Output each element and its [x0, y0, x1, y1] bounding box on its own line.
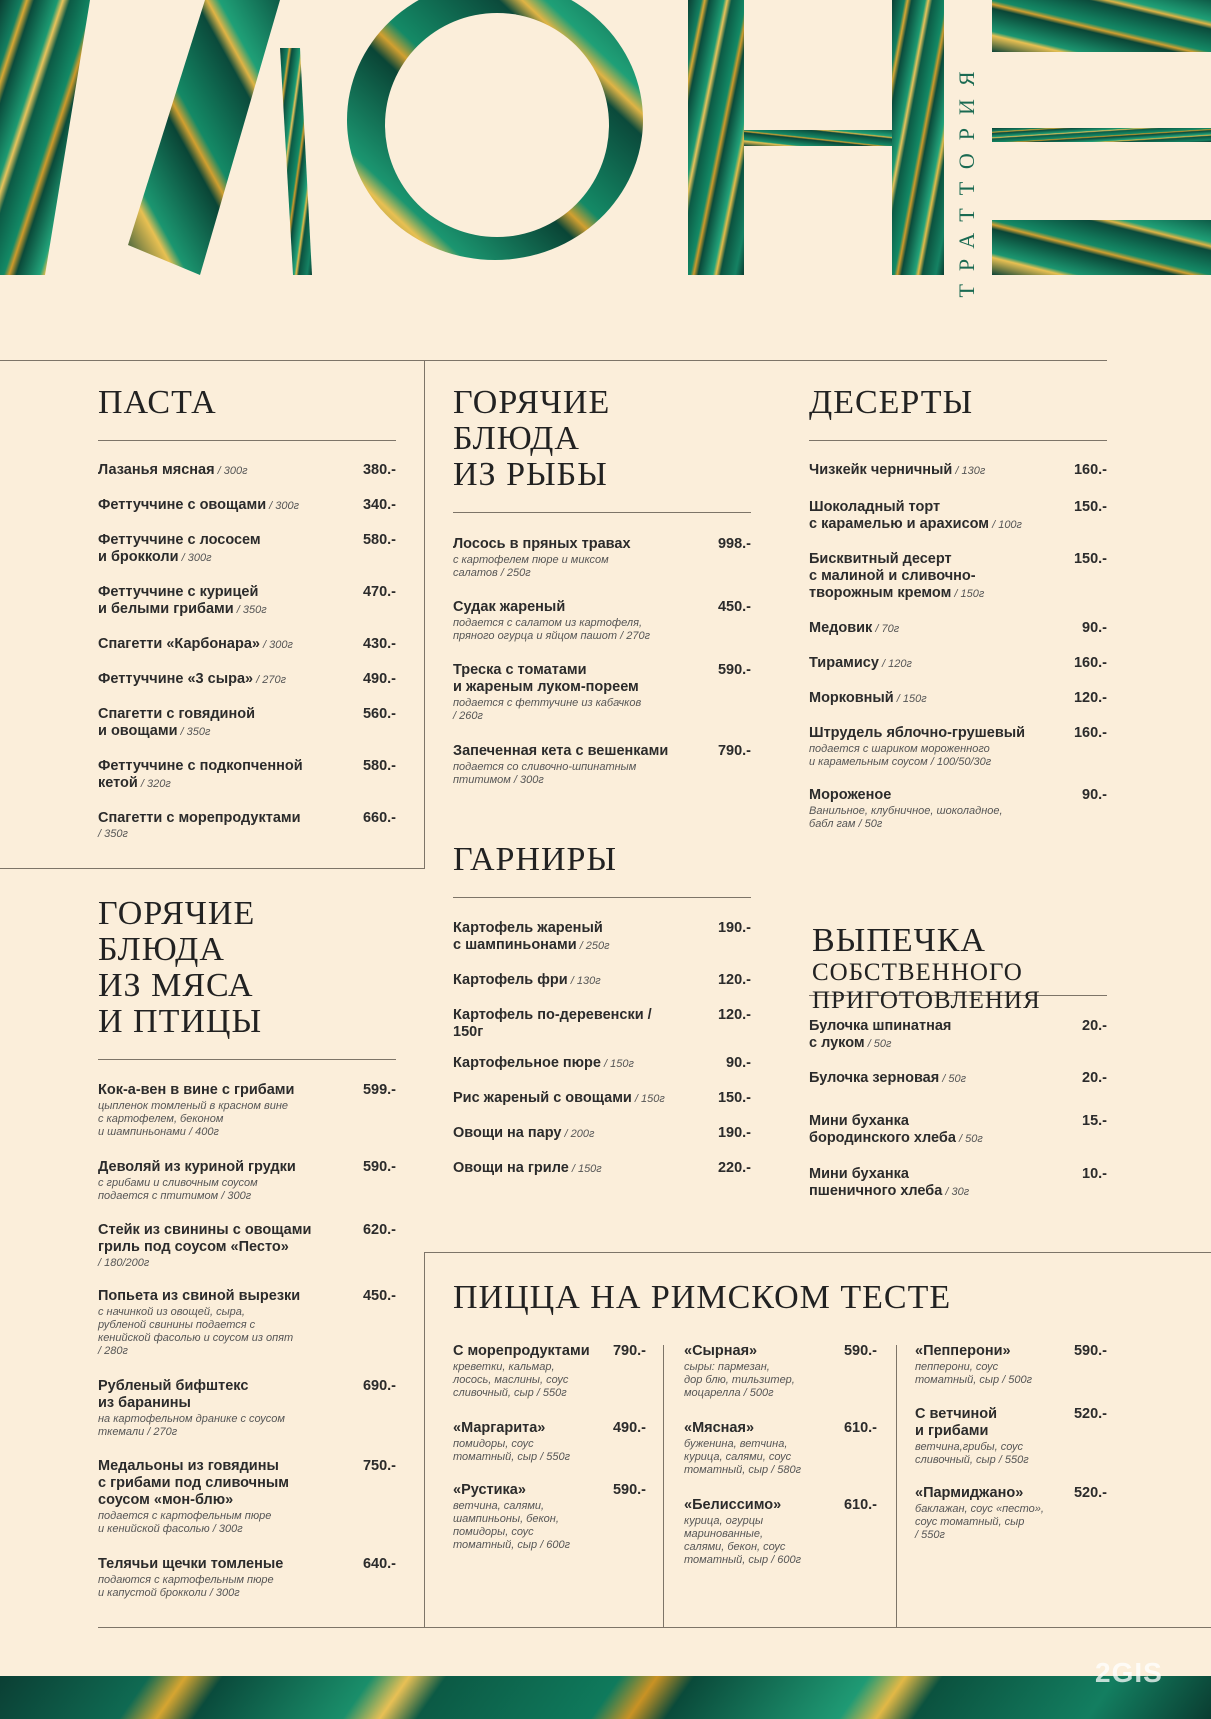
- menu-item-name-text: Феттуччине «3 сыра»: [98, 671, 254, 687]
- brand-logo-letters: [0, 0, 1211, 275]
- menu-item-name-text: Феттуччине с подкопченной кетой: [98, 758, 303, 791]
- menu-item-price: 15.-: [1082, 1113, 1107, 1129]
- menu-item: [915, 1406, 1107, 1467]
- menu-item: [453, 972, 751, 990]
- menu-item: [809, 690, 1107, 708]
- menu-item-name-text: Булочка зерновая: [809, 1070, 940, 1086]
- menu-item-price: 640.-: [362, 1556, 396, 1572]
- menu-item-name-text: «Белиссимо»: [684, 1497, 782, 1513]
- menu-item-price: 450.-: [362, 1288, 396, 1304]
- menu-item-price: 20.-: [1082, 1018, 1107, 1034]
- menu-item-price: 750.-: [362, 1458, 396, 1474]
- menu-item-name-text: Картофель по-деревенски / 150г: [453, 1007, 652, 1040]
- menu-item: [98, 1556, 396, 1600]
- menu-item: [98, 758, 396, 793]
- menu-item-name-text: Штрудель яблочно-грушевый: [809, 725, 1026, 741]
- menu-item-name: [809, 462, 1107, 480]
- menu-item-name: [453, 743, 751, 760]
- menu-item-price: 580.-: [362, 758, 396, 774]
- menu-item-price: 610.-: [843, 1420, 877, 1436]
- menu-item: [809, 462, 1107, 480]
- menu-item-name-text: Овощи на пару: [453, 1125, 562, 1141]
- menu-item-name-text: Чизкейк черничный: [809, 462, 953, 478]
- menu-item-name: [809, 620, 1107, 638]
- menu-item: [453, 743, 751, 787]
- divider: [424, 360, 425, 868]
- menu-item-price: 590.-: [612, 1482, 646, 1498]
- menu-item: [98, 810, 396, 841]
- menu-item-weight: / 270г: [253, 674, 287, 686]
- menu-item-name: [453, 1125, 751, 1143]
- menu-item-weight: / 150г: [893, 693, 927, 705]
- menu-item-weight: / 320г: [137, 778, 171, 790]
- menu-item: [453, 662, 751, 723]
- menu-item: [98, 462, 396, 480]
- menu-item-price: 490.-: [612, 1420, 646, 1436]
- menu-item-weight: / 70г: [872, 623, 900, 635]
- menu-item: [453, 1482, 646, 1552]
- menu-item-weight: / 350г: [233, 604, 267, 616]
- menu-item-name-text: Тирамису: [809, 655, 879, 671]
- menu-item-price: 190.-: [717, 920, 751, 936]
- menu-item-weight: / 50г: [955, 1133, 983, 1145]
- menu-item-name-text: Овощи на гриле: [453, 1160, 569, 1176]
- menu-item-price: 160.-: [1073, 725, 1107, 741]
- menu-item-name-text: «Рустика»: [453, 1482, 526, 1498]
- menu-item-price: 160.-: [1073, 655, 1107, 671]
- divider: [0, 360, 1107, 361]
- menu-item-price: 150.-: [1073, 551, 1107, 567]
- menu-item-name-text: «Пармиджано»: [915, 1485, 1024, 1501]
- menu-item: [453, 1343, 646, 1400]
- divider: [663, 1345, 664, 1627]
- menu-item-name: [809, 690, 1107, 708]
- menu-item: [809, 725, 1107, 769]
- menu-item-name: [98, 462, 396, 480]
- section-title-desserts: ДЕСЕРТЫ: [809, 384, 974, 421]
- menu-item-price: 590.-: [717, 662, 751, 678]
- menu-item-weight: / 300г: [178, 552, 212, 564]
- menu-item-weight: / 150г: [600, 1058, 634, 1070]
- menu-item-weight: / 120г: [878, 658, 912, 670]
- menu-item: [98, 1222, 396, 1270]
- menu-item-name: [809, 1166, 1107, 1201]
- menu-item-name-text: «Мясная»: [684, 1420, 755, 1436]
- menu-item-description: с грибами и сливочным соусом подается с птитимом / 300г: [98, 1177, 258, 1202]
- menu-item-name-text: Мороженое: [809, 787, 892, 803]
- menu-item-weight: / 300г: [214, 465, 248, 477]
- menu-item-name: [809, 787, 1107, 804]
- menu-item: [453, 536, 751, 580]
- menu-item: [453, 1090, 751, 1108]
- menu-item-price: 90.-: [726, 1055, 751, 1071]
- menu-item-name-text: Лазанья мясная: [98, 462, 215, 478]
- menu-item-description: баклажан, соус «песто», соус томатный, сыр / 550г: [915, 1503, 1044, 1541]
- menu-item-description: курица, огурцы маринованные, салями, бекон, соус томатный, сыр / 600г: [684, 1515, 802, 1566]
- menu-item-price: 660.-: [362, 810, 396, 826]
- menu-item-name-text: Стейк из свинины с овощами гриль под соусом «Песто»: [98, 1222, 312, 1255]
- menu-item: [684, 1497, 877, 1567]
- bakery-title-main: ВЫПЕЧКА: [812, 922, 986, 959]
- menu-item-description: подаются с картофельным пюре и капустой брокколи / 300г: [98, 1574, 274, 1599]
- menu-item-price: 998.-: [717, 536, 751, 552]
- section-underline: [453, 897, 751, 898]
- menu-item-description: ветчина, салями, шампиньоны, бекон, помидоры, соус томатный, сыр / 600г: [453, 1500, 571, 1551]
- divider: [424, 1252, 1211, 1253]
- menu-item: [98, 636, 396, 654]
- divider: [98, 1627, 1211, 1628]
- menu-item-name: [98, 584, 396, 619]
- menu-item-description: буженина, ветчина, курица, салями, соус томатный, сыр / 580г: [684, 1438, 802, 1476]
- section-underline: [98, 440, 396, 441]
- menu-item-weight: / 300г: [260, 639, 293, 651]
- menu-item-name: [453, 972, 751, 990]
- menu-item-name-text: Феттуччине с лососем и брокколи: [98, 532, 261, 565]
- menu-item-name: [453, 599, 751, 616]
- menu-item-price: 20.-: [1082, 1070, 1107, 1086]
- menu-item-price: 90.-: [1082, 787, 1107, 803]
- menu-item: [809, 655, 1107, 673]
- menu-item-name-text: Феттуччине с овощами: [98, 497, 267, 513]
- menu-item: [809, 1018, 1107, 1053]
- menu-item-name-text: С морепродуктами: [453, 1343, 590, 1359]
- bakery-title-sub: СОБСТВЕННОГО ПРИГОТОВЛЕНИЯ: [812, 959, 1041, 1014]
- menu-item-name-text: Спагетти с морепродуктами: [98, 810, 301, 826]
- menu-item-description: с начинкой из овощей, сыра, рубленой свинины подается с кенийской фасолью и соусом из опят / 280г: [98, 1306, 294, 1357]
- menu-item-price: 160.-: [1073, 462, 1107, 478]
- menu-item-description: / 350г: [98, 828, 128, 840]
- menu-item-description: сыры: пармезан, дор блю, тильзитер, моцарелла / 500г: [684, 1361, 795, 1399]
- menu-item-name-text: «Сырная»: [684, 1343, 758, 1359]
- menu-item-name: [98, 1082, 396, 1099]
- menu-item-name: [453, 1055, 751, 1073]
- menu-item-weight: / 50г: [939, 1073, 967, 1085]
- menu-item-description: помидоры, соус томатный, сыр / 550г: [453, 1438, 571, 1463]
- menu-item-description: Ванильное, клубничное, шоколадное, бабл гам / 50г: [809, 805, 1003, 830]
- menu-item-name: [98, 1378, 396, 1412]
- menu-item-name: [453, 1007, 751, 1041]
- menu-item-description: подается с шариком мороженного и карамельным соусом / 100/50/30г: [809, 743, 992, 768]
- menu-item-description: подается с салатом из картофеля, пряного огурца и яйцом пашот / 270г: [453, 617, 651, 642]
- menu-item-price: 520.-: [1073, 1485, 1107, 1501]
- menu-item-price: 120.-: [1073, 690, 1107, 706]
- menu-item-name: [98, 636, 396, 654]
- menu-item-name: [809, 499, 1107, 534]
- menu-item-name: [453, 1160, 751, 1178]
- menu-item: [915, 1485, 1107, 1542]
- menu-item: [98, 584, 396, 619]
- menu-item-name-text: Деволяй из куриной грудки: [98, 1159, 296, 1175]
- menu-item-name: [453, 920, 751, 955]
- menu-item: [453, 1125, 751, 1143]
- section-title-garnish: ГАРНИРЫ: [453, 841, 618, 878]
- footer-banner: [0, 1676, 1211, 1719]
- menu-item-name-text: Шоколадный торт с карамелью и арахисом: [809, 499, 990, 532]
- menu-item-name-text: С ветчиной и грибами: [915, 1406, 998, 1439]
- menu-item: [453, 599, 751, 643]
- menu-item-name: [98, 706, 396, 741]
- menu-item-price: 610.-: [843, 1497, 877, 1513]
- menu-item-price: 220.-: [717, 1160, 751, 1176]
- header-banner: [0, 0, 1211, 275]
- section-title-pizza: ПИЦЦА НА РИМСКОМ ТЕСТЕ: [453, 1279, 952, 1316]
- menu-item-name-text: Мини буханка пшеничного хлеба: [809, 1166, 943, 1199]
- menu-item-price: 520.-: [1073, 1406, 1107, 1422]
- menu-item-price: 190.-: [717, 1125, 751, 1141]
- menu-item-price: 430.-: [362, 636, 396, 652]
- menu-item-name: [98, 671, 396, 689]
- menu-item-name-text: Мини буханка бородинского хлеба: [809, 1113, 956, 1146]
- menu-item-name-text: Булочка шпинатная с луком: [809, 1018, 952, 1051]
- divider: [424, 1252, 425, 1628]
- menu-item-name: [809, 1113, 1107, 1148]
- menu-item-price: 450.-: [717, 599, 751, 615]
- menu-item-description: подается с феттучине из кабачков / 260г: [453, 697, 642, 722]
- menu-item-name-text: Рис жареный с овощами: [453, 1090, 632, 1106]
- menu-item-price: 120.-: [717, 1007, 751, 1023]
- menu-item: [809, 551, 1107, 603]
- menu-item-name: [809, 1070, 1107, 1088]
- menu-item-description: ветчина,грибы, соус сливочный, сыр / 550г: [915, 1441, 1029, 1466]
- menu-item-name: [98, 532, 396, 567]
- menu-item-name-text: Медовик: [809, 620, 873, 636]
- menu-item-price: 590.-: [362, 1159, 396, 1175]
- menu-item-description: подается со сливочно-шпинатным птитимом / 300г: [453, 761, 637, 786]
- menu-item-description: цыпленок томленый в красном вине с картофелем, беконом и шампиньонами / 400г: [98, 1100, 289, 1138]
- section-underline: [98, 1059, 396, 1060]
- menu-item: [453, 1160, 751, 1178]
- menu-item-description: / 180/200г: [98, 1257, 150, 1269]
- menu-item-description: пепперони, соус томатный, сыр / 500г: [915, 1361, 1033, 1386]
- menu-item-weight: / 130г: [567, 975, 601, 987]
- brand-subtitle: ТРАТТОРИЯ: [954, 58, 979, 298]
- menu-item: [453, 1007, 751, 1041]
- menu-item-name-text: Кок-а-вен в вине с грибами: [98, 1082, 295, 1098]
- menu-item-weight: / 150г: [631, 1093, 665, 1105]
- menu-item-weight: / 250г: [576, 940, 610, 952]
- menu-item-price: 620.-: [362, 1222, 396, 1238]
- menu-item-price: 340.-: [362, 497, 396, 513]
- menu-item-name: [453, 536, 751, 553]
- menu-item-name-text: Бисквитный десерт с малиной и сливочно- творожным кремом: [809, 551, 976, 601]
- menu-item-description: подается с картофельным пюре и кенийской фасолью / 300г: [98, 1510, 272, 1535]
- menu-item-name-text: Картофель фри: [453, 972, 568, 988]
- menu-item-weight: / 300г: [266, 500, 300, 512]
- menu-item-name: [98, 758, 396, 793]
- menu-item-name: [98, 810, 396, 827]
- menu-item-weight: / 350г: [177, 726, 211, 738]
- menu-item-weight: / 150г: [568, 1163, 602, 1175]
- menu-item: [915, 1343, 1107, 1387]
- menu-item-description: на картофельном дранике с соусом ткемали / 270г: [98, 1413, 285, 1438]
- section-title-pasta: ПАСТА: [98, 384, 217, 421]
- menu-item-name: [98, 1288, 396, 1305]
- menu-item: [98, 671, 396, 689]
- menu-item-name: [98, 1159, 396, 1176]
- menu-item-price: 790.-: [717, 743, 751, 759]
- menu-item: [453, 920, 751, 955]
- menu-item-name-text: Рубленый бифштекс из баранины: [98, 1378, 249, 1411]
- menu-item-price: 470.-: [362, 584, 396, 600]
- menu-item-price: 790.-: [612, 1343, 646, 1359]
- menu-item-price: 599.-: [362, 1082, 396, 1098]
- menu-item-name: [98, 1556, 396, 1573]
- menu-item-price: 560.-: [362, 706, 396, 722]
- section-underline: [809, 440, 1107, 441]
- menu-item-price: 120.-: [717, 972, 751, 988]
- menu-item: [684, 1420, 877, 1477]
- menu-item-name-text: Телячьи щечки томленые: [98, 1556, 284, 1572]
- section-underline: [453, 512, 751, 513]
- menu-item: [809, 787, 1107, 831]
- menu-item-weight: / 100г: [989, 519, 1022, 531]
- divider: [896, 1345, 897, 1627]
- menu-item-price: 150.-: [717, 1090, 751, 1106]
- menu-item-name-text: Спагетти «Карбонара»: [98, 636, 260, 652]
- menu-item-price: 90.-: [1082, 620, 1107, 636]
- menu-item-price: 490.-: [362, 671, 396, 687]
- menu-item-name-text: Морковный: [809, 690, 894, 706]
- menu-item: [809, 620, 1107, 638]
- menu-item-name-text: Медальоны из говядины с грибами под сливочным соусом «мон-блю»: [98, 1458, 289, 1508]
- menu-item: [98, 1159, 396, 1203]
- menu-item-name-text: Картофельное пюре: [453, 1055, 601, 1071]
- menu-item-price: 150.-: [1073, 499, 1107, 515]
- menu-item: [809, 1070, 1107, 1088]
- menu-item-name-text: Треска с томатами и жареным луком-пореем: [453, 662, 639, 695]
- menu-item-name-text: Лосось в пряных травах: [453, 536, 631, 552]
- menu-item-weight: / 200г: [561, 1128, 595, 1140]
- menu-item-name: [98, 497, 396, 515]
- section-title-fish: ГОРЯЧИЕ БЛЮДА ИЗ РЫБЫ: [453, 384, 611, 493]
- menu-item-weight: / 130г: [952, 465, 986, 477]
- menu-item-weight: / 30г: [942, 1186, 970, 1198]
- menu-item-name: [809, 655, 1107, 673]
- menu-item: [809, 1166, 1107, 1201]
- menu-item: [453, 1420, 646, 1464]
- section-title-meat: ГОРЯЧИЕ БЛЮДА ИЗ МЯСА И ПТИЦЫ: [98, 895, 263, 1040]
- menu-item: [98, 1378, 396, 1439]
- menu-item-weight: / 50г: [864, 1038, 892, 1050]
- menu-item: [98, 532, 396, 567]
- menu-item-name: [98, 1458, 396, 1509]
- menu-item: [98, 1458, 396, 1536]
- menu-item-name-text: Судак жареный: [453, 599, 566, 615]
- menu-item: [684, 1343, 877, 1400]
- menu-item: [98, 497, 396, 515]
- menu-item: [453, 1055, 751, 1073]
- menu-item: [809, 499, 1107, 534]
- menu-item-name-text: Попьета из свиной вырезки: [98, 1288, 301, 1304]
- menu-item-name-text: «Пепперони»: [915, 1343, 1011, 1359]
- menu-item-description: с картофелем пюре и миксом салатов / 250г: [453, 554, 609, 579]
- menu-item-name-text: «Маргарита»: [453, 1420, 546, 1436]
- menu-item-name-text: Картофель жареный с шампиньонами: [453, 920, 603, 953]
- menu-item-name: [453, 1090, 751, 1108]
- menu-item: [809, 1113, 1107, 1148]
- menu-item: [98, 1288, 396, 1358]
- menu-item-price: 10.-: [1082, 1166, 1107, 1182]
- watermark: 2GIS: [1095, 1657, 1163, 1688]
- menu-item-name-text: Запеченная кета с вешенками: [453, 743, 669, 759]
- menu-item-price: 590.-: [1073, 1343, 1107, 1359]
- menu-item: [98, 1082, 396, 1139]
- divider: [0, 868, 425, 869]
- menu-item-price: 580.-: [362, 532, 396, 548]
- menu-item-name: [809, 725, 1107, 742]
- menu-item-price: 380.-: [362, 462, 396, 478]
- menu-item-name-text: Феттуччине с курицей и белыми грибами: [98, 584, 259, 617]
- menu-item: [98, 706, 396, 741]
- menu-item-price: 590.-: [843, 1343, 877, 1359]
- menu-item-name: [453, 662, 751, 696]
- menu-item-name: [809, 551, 1107, 603]
- menu-item-weight: / 150г: [951, 588, 985, 600]
- menu-item-name: [98, 1222, 396, 1256]
- menu-item-description: креветки, кальмар, лосось, маслины, соус сливочный, сыр / 550г: [453, 1361, 569, 1399]
- menu-item-name-text: Спагетти с говядиной и овощами: [98, 706, 255, 739]
- menu-item-name: [809, 1018, 1107, 1053]
- menu-item-price: 690.-: [362, 1378, 396, 1394]
